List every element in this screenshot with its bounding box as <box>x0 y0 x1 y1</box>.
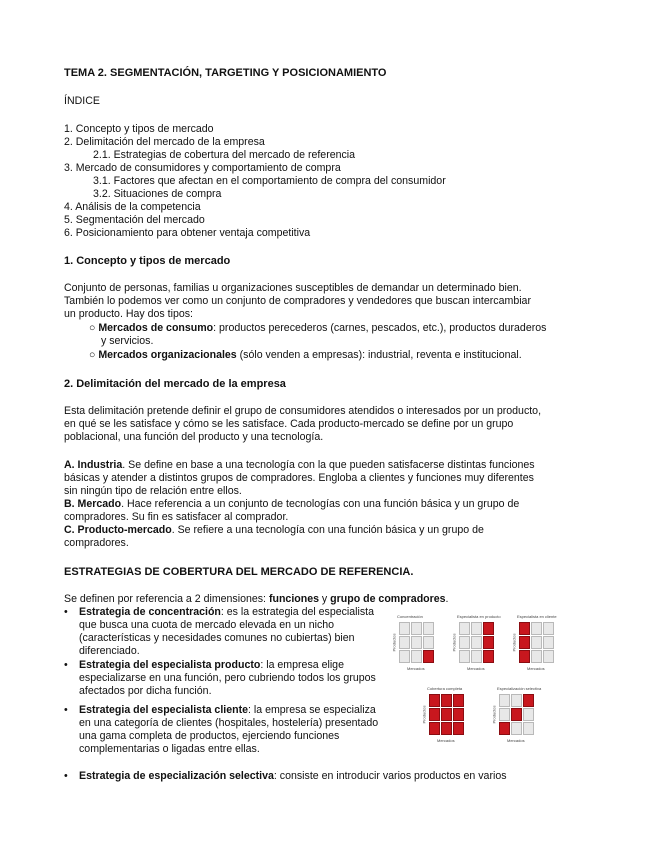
matrix-cell <box>543 636 554 649</box>
matrix-cell <box>411 622 422 635</box>
axis-label-products: Productos <box>451 633 457 652</box>
panel-title: Especialista en producto <box>457 614 501 619</box>
definition-b: B. Mercado. Hace referencia a un conjunto de tecnologías con una función básica y un grupo de <box>64 498 520 510</box>
bullet-icon: • <box>64 770 68 782</box>
definition-c: C. Producto-mercado. Se refiere a una tecnología con una función básica y un grupo de <box>64 524 484 536</box>
toc-item: 2.1. Estrategias de cobertura del mercado de referencia <box>93 149 356 161</box>
section-heading: ESTRATEGIAS DE COBERTURA DEL MERCADO DE REFERENCIA. <box>64 566 414 578</box>
strategy-item: Estrategia del especialista producto: la empresa elige especializarse en una función, pero cubriendo todos los grupos afectados por dicha función. <box>79 659 376 697</box>
matrix-cell <box>531 622 542 635</box>
matrix-cell <box>423 650 434 663</box>
panel-title: Cobertura completa <box>427 686 463 691</box>
matrix-cell <box>483 622 494 635</box>
strategy-item: Estrategia de especialización selectiva: consiste en introducir varios productos en varios <box>79 770 507 782</box>
toc-item: 6. Posicionamiento para obtener ventaja competitiva <box>64 227 311 239</box>
paragraph-line: en qué se les satisface y cómo se les satisface. Cada producto-mercado se define por un grupo <box>64 418 514 430</box>
matrix-cell <box>471 650 482 663</box>
matrix-cell <box>399 650 410 663</box>
paragraph-line: sin ningún tipo de relación entre ellos. <box>64 485 242 497</box>
paragraph-line: Conjunto de personas, familias u organizaciones susceptibles de demandar un determinado bien. <box>64 282 522 294</box>
circle-bullet-icon: ○ <box>89 322 99 334</box>
axis-label-products: Productos <box>421 705 427 724</box>
paragraph-line: Esta delimitación pretende definir el grupo de consumidores atendidos o interesados por un producto, <box>64 405 542 417</box>
matrix-cell <box>423 622 434 635</box>
matrix-cell <box>483 650 494 663</box>
matrix-cell <box>459 650 470 663</box>
matrix-cell <box>531 636 542 649</box>
list-item: ○ Mercados de consumo: productos perecederos (carnes, pescados, etc.), productos duraderos <box>89 322 547 334</box>
paragraph-line: compradores. Su fin es satisfacer al comprador. <box>64 511 289 523</box>
matrix-cell <box>543 622 554 635</box>
paragraph-line: un producto. Hay dos tipos: <box>64 308 193 320</box>
bullet-icon: • <box>64 606 68 618</box>
matrix-cell <box>411 636 422 649</box>
toc-item: 5. Segmentación del mercado <box>64 214 205 226</box>
matrix-cell <box>429 694 440 707</box>
axis-label-products: Productos <box>511 633 517 652</box>
matrix-cell <box>471 622 482 635</box>
matrix-cell <box>511 722 522 735</box>
toc-item: 3.2. Situaciones de compra <box>93 188 222 200</box>
paragraph-line: básicas y atender a distintos grupos de compradores. Engloba a clientes y funciones muy diferentes <box>64 472 534 484</box>
matrix-cell <box>519 650 530 663</box>
matrix-cell <box>453 694 464 707</box>
paragraph-line: También lo podemos ver como un conjunto de compradores y vendedores que buscan intercambiar <box>64 295 531 307</box>
matrix-cell <box>399 636 410 649</box>
matrix-cell <box>523 722 534 735</box>
axis-label-markets: Mercados <box>467 666 485 671</box>
toc-item: 3.1. Factores que afectan en el comportamiento de compra del consumidor <box>93 175 446 187</box>
axis-label-markets: Mercados <box>437 738 455 743</box>
toc-item: 4. Análisis de la competencia <box>64 201 201 213</box>
section-heading: 1. Concepto y tipos de mercado <box>64 255 231 267</box>
matrix-cell <box>423 636 434 649</box>
matrix-cell <box>453 708 464 721</box>
matrix-cell <box>471 636 482 649</box>
axis-label-products: Productos <box>391 633 397 652</box>
list-item-cont: y servicios. <box>101 335 154 347</box>
panel-title: Especialización selectiva <box>497 686 542 691</box>
document-title: TEMA 2. SEGMENTACIÓN, TARGETING Y POSICIONAMIENTO <box>64 67 387 79</box>
coverage-strategies-figure <box>383 608 567 752</box>
axis-label-markets: Mercados <box>507 738 525 743</box>
section-heading: 2. Delimitación del mercado de la empresa <box>64 378 286 390</box>
matrix-cell <box>531 650 542 663</box>
matrix-cell <box>411 650 422 663</box>
matrix-cell <box>483 636 494 649</box>
matrix-cell <box>523 694 534 707</box>
matrix-cell <box>399 622 410 635</box>
matrix-cell <box>429 708 440 721</box>
matrix-cell <box>441 708 452 721</box>
list-item: ○ Mercados organizacionales (sólo venden a empresas): industrial, reventa e institucional. <box>89 349 522 361</box>
panel-title: Especialista en cliente <box>517 614 557 619</box>
matrix-cell <box>441 722 452 735</box>
paragraph-line: compradores. <box>64 537 129 549</box>
matrix-cell <box>543 650 554 663</box>
matrix-cell <box>441 694 452 707</box>
matrix-cell <box>523 708 534 721</box>
strategy-item: Estrategia de concentración: es la estrategia del especialista que busca una cuota de mercado elevada en un nicho (características y necesidades comunes no cubiertas) bien diferenciado. <box>79 606 374 657</box>
matrix-cell <box>499 708 510 721</box>
index-label: ÍNDICE <box>64 95 100 107</box>
matrix-cell <box>499 722 510 735</box>
matrix-cell <box>519 622 530 635</box>
toc-item: 2. Delimitación del mercado de la empresa <box>64 136 265 148</box>
matrix-cell <box>453 722 464 735</box>
matrix-cell <box>459 622 470 635</box>
toc-item: 3. Mercado de consumidores y comportamiento de compra <box>64 162 341 174</box>
matrix-cell <box>519 636 530 649</box>
axis-label-markets: Mercados <box>527 666 545 671</box>
matrix-cell <box>511 708 522 721</box>
matrix-cell <box>459 636 470 649</box>
bullet-icon: • <box>64 659 68 671</box>
paragraph-line: poblacional, una función del producto y una tecnología. <box>64 431 324 443</box>
intro-line: Se definen por referencia a 2 dimensiones: funciones y grupo de compradores. <box>64 593 449 605</box>
axis-label-markets: Mercados <box>407 666 425 671</box>
strategy-item: Estrategia del especialista cliente: la empresa se especializa en una categoría de clientes (hospitales, hostelería) presentado una gama completa de productos, ejerciendo funciones complementarias o ligadas entre ellas. <box>79 704 379 755</box>
toc-item: 1. Concepto y tipos de mercado <box>64 123 214 135</box>
panel-title: Concentración <box>397 614 423 619</box>
axis-label-products: Productos <box>491 705 497 724</box>
matrix-cell <box>429 722 440 735</box>
bullet-icon: • <box>64 704 68 716</box>
definition-a: A. Industria. Se define en base a una tecnología con la que pueden satisfacerse distintas funciones <box>64 459 535 471</box>
circle-bullet-icon: ○ <box>89 349 99 361</box>
matrix-cell <box>499 694 510 707</box>
matrix-cell <box>511 694 522 707</box>
